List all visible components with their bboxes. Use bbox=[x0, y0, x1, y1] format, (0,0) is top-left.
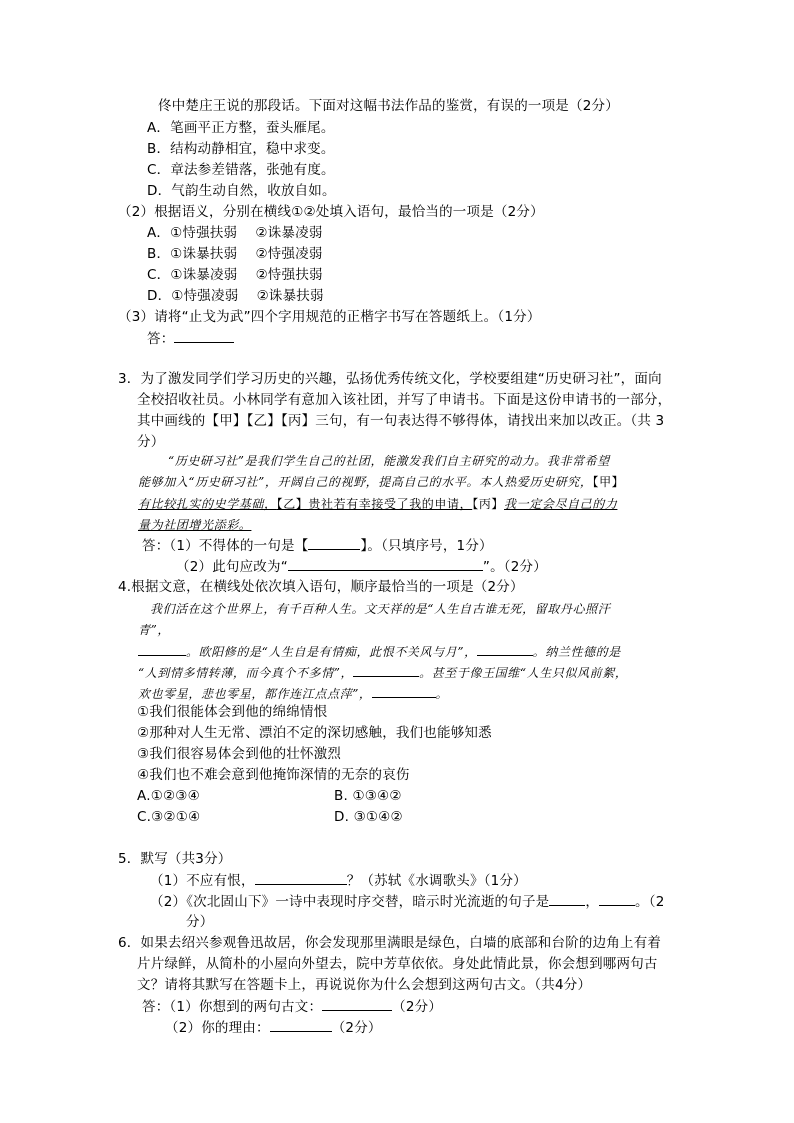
answer-blank[interactable] bbox=[599, 891, 635, 906]
q2-sub2-option-a: A．①恃强扶弱 ②诛暴凌弱 bbox=[147, 225, 323, 241]
q6-answer-2 bbox=[165, 1017, 382, 1038]
q6-stem-line-1: 6．如果去绍兴参观鲁迅故居，你会发现那里满眼是绿色，白墙的底部和台阶的边角上有着 bbox=[118, 935, 662, 951]
item-text: ， bbox=[585, 894, 600, 910]
q6-stem-line-2: 片片绿鲜，从简朴的小屋向外望去，院中芳草依依。身处此情此景，你会想到哪两句古 bbox=[137, 956, 658, 972]
q4-sentence-3: ③我们很容易体会到他的壮怀激烈 bbox=[137, 746, 342, 762]
answer-blank[interactable] bbox=[270, 1017, 332, 1032]
q4-passage-line-4 bbox=[138, 662, 627, 683]
q2-sub3-answer bbox=[147, 328, 234, 349]
q2-option-d: D．气韵生动自然，收放自如。 bbox=[147, 183, 336, 199]
item-text: （2）《次北固山下》一诗中表现时序交替，暗示时光流逝的句子是 bbox=[150, 894, 550, 910]
fill-blank-1[interactable] bbox=[138, 641, 186, 656]
answer-blank[interactable] bbox=[549, 891, 585, 906]
passage-text: 欢也零星，悲也零星，都作连江点点萍”， bbox=[138, 687, 372, 701]
q5-item-2-cont: 分） bbox=[186, 914, 214, 930]
q3-passage-line-4 bbox=[138, 515, 251, 535]
answer-suffix: 】。（只填序号，1分） bbox=[360, 538, 493, 554]
q4-sentence-1: ①我们很能体会到他的绵绵情恨 bbox=[137, 704, 328, 720]
q3-passage-line-1: “历史研习社”是我们学生自己的社团，能激发我们自主研究的动力。我非常希望 bbox=[168, 454, 610, 468]
q5-item-2 bbox=[150, 891, 665, 912]
q3-passage-line-3 bbox=[138, 494, 617, 514]
q3-answer-2 bbox=[176, 556, 547, 577]
q5-item-1 bbox=[150, 870, 527, 891]
q2-sub2-stem: （2）根据语义，分别在横线①②处填入语句，最恰当的一项是（2分） bbox=[118, 204, 544, 220]
underlined-sentence-bing: 我一定会尽自己的力 bbox=[504, 497, 618, 511]
q2-stem-line: 佟中楚庄王说的那段话。下面对这幅书法作品的鉴赏，有误的一项是（2分） bbox=[158, 98, 619, 114]
item-text: ？（苏轼《水调歌头》（1分） bbox=[346, 873, 527, 889]
answer-label: 答： bbox=[147, 331, 175, 347]
item-text: 。（2 bbox=[635, 894, 665, 910]
answer-blank[interactable] bbox=[308, 535, 360, 550]
q5-stem: 5．默写（共3分） bbox=[118, 851, 232, 867]
q4-passage-line-3 bbox=[138, 641, 621, 662]
q2-sub3-stem: （3）请将“止戈为武”四个字用规范的正楷字书写在答题纸上。（1分） bbox=[118, 309, 541, 325]
q4-passage-line-1: 我们活在这个世界上，有千百种人生。文天祥的是“人生自古谁无死，留取丹心照汗 bbox=[150, 602, 611, 616]
q3-stem-line-1: 3．为了激发同学们学习历史的兴趣，弘扬优秀传统文化，学校要组建“历史研习社”，面向 bbox=[118, 371, 662, 387]
q2-option-a: A．笔画平正方整，蚕头雁尾。 bbox=[147, 120, 335, 136]
passage-text: 。甚至于像王国维“人生只似风前絮， bbox=[419, 666, 628, 680]
answer-blank[interactable] bbox=[174, 328, 234, 343]
q2-sub2-option-b: B．①诛暴扶弱 ②恃强凌弱 bbox=[147, 246, 323, 262]
passage-text: 。 bbox=[435, 687, 449, 701]
q4-option-b: B. ①③④② bbox=[334, 788, 402, 804]
marker-bing: 【丙】 bbox=[472, 497, 505, 511]
answer-label: （2）此句应改为“ bbox=[176, 559, 288, 575]
passage-text: 。欧阳修的是“人生自是有情痴，此恨不关风与月”， bbox=[186, 645, 477, 659]
q3-stem-line-2: 全校招收社员。小林同学有意加入该社团，并写了申请书。下面是这份申请书的一部分， bbox=[137, 392, 672, 408]
q4-option-a: A.①②③④ bbox=[137, 788, 200, 804]
answer-blank[interactable] bbox=[322, 996, 392, 1011]
answer-suffix: ”。（2分） bbox=[482, 559, 547, 575]
q2-option-b: B．结构动静相宜，稳中求变。 bbox=[147, 141, 335, 157]
fill-blank-3[interactable] bbox=[353, 662, 419, 677]
answer-suffix: （2分） bbox=[331, 1020, 382, 1036]
marker-jia: 【甲】 bbox=[592, 475, 625, 489]
passage-text: 。纳兰性德的是 bbox=[532, 645, 621, 659]
answer-blank[interactable] bbox=[288, 556, 483, 571]
q6-answer-1 bbox=[142, 996, 442, 1017]
fill-blank-2[interactable] bbox=[477, 641, 533, 656]
underlined-sentence-bing-end: 量为社团增光添彩。 bbox=[138, 518, 252, 532]
q3-stem-line-4: 分） bbox=[137, 434, 165, 450]
q4-passage-line-5 bbox=[138, 683, 448, 704]
answer-suffix: （2分） bbox=[392, 999, 443, 1015]
q4-sentence-4: ④我们也不难会意到他掩饰深情的无奈的哀伤 bbox=[137, 767, 410, 783]
q3-stem-line-3: 其中画线的【甲】【乙】【丙】三句，有一句表达得不够得体，请找出来加以改正。（共 3 bbox=[137, 413, 665, 429]
answer-blank[interactable] bbox=[255, 870, 347, 885]
answer-label: 答：（1）你想到的两句古文： bbox=[142, 999, 323, 1015]
q3-answer-1 bbox=[142, 535, 493, 556]
answer-label: （2）你的理由： bbox=[165, 1020, 270, 1036]
q3-passage-line-2 bbox=[138, 472, 624, 492]
q4-stem: 4.根据文意，在横线处依次填入语句，顺序最恰当的一项是（2分） bbox=[118, 579, 524, 595]
q2-sub2-option-d: D．①恃强凌弱 ②诛暴扶弱 bbox=[147, 288, 324, 304]
q2-option-c: C．章法参差错落，张弛有度。 bbox=[147, 162, 335, 178]
q4-passage-line-2: 青”， bbox=[138, 623, 170, 637]
q4-option-d: D. ③①④② bbox=[334, 809, 403, 825]
q4-sentence-2: ②那种对人生无常、漂泊不定的深切感触，我们也能够知悉 bbox=[137, 725, 492, 741]
passage-text: “人到情多情转薄，而今真个不多情”， bbox=[138, 666, 354, 680]
answer-label: 答：（1）不得体的一句是【 bbox=[142, 538, 309, 554]
item-text: （1）不应有恨， bbox=[150, 873, 255, 889]
passage-text: 能够加入“历史研习社”，开阔自己的视野，提高自己的水平。本人热爱历史研究， bbox=[138, 475, 593, 489]
underlined-sentence-yi: 【乙】贵社若有幸接受了我的申请， bbox=[276, 497, 473, 511]
q4-option-c: C.③②①④ bbox=[137, 809, 201, 825]
q6-stem-line-3: 文？请将其默写在答题卡上，再说说你为什么会想到这两句古文。（共4分） bbox=[137, 977, 592, 993]
q2-sub2-option-c: C．①诛暴凌弱 ②恃强扶弱 bbox=[147, 267, 323, 283]
underlined-sentence-jia: 有比较扎实的史学基础， bbox=[138, 497, 277, 511]
fill-blank-4[interactable] bbox=[372, 683, 436, 698]
